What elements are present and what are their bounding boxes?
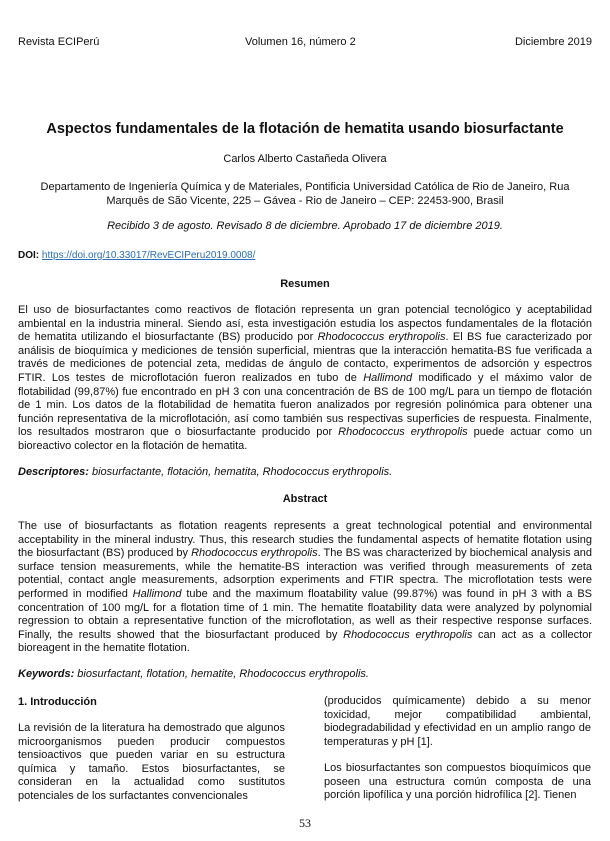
- species-name: Rhodococcus erythropolis: [191, 547, 318, 560]
- resumen-paragraph: El uso de biosurfactantes como reactivos de flotación representa un gran potencial tecnológico y aceptabilidad ambiental en la industria mineral. Siendo así, esta investigación estudia los aspectos fundamentales de la flotación de hematita utilizando el biosurfactante (BS) producido por Rhodococcus erythropolis. El BS fue caracterizado por análisis de bioquímica y mediciones de tensión superficial, mientras que la interacción hematita-BS fue verificada a través de mediciones de potencial zeta, medidas de ángulo de contacto, experimentos de adsorción y espectros FTIR. Los testes de microflotación fueron realizados en tubo de Hallimond modificado y el máximo valor de flotabilidad (99,87%) fue encontrado en pH 3 con una concentración de BS de 100 mg/L para un tiempo de flotación de 1 min. Los datos de la flotabilidad de hematita fueron analizados por regresión polinómica para obtener una función representativa de la microflotación, así como también sus respectivas superficies de respuesta. Finalmente, los resultados mostraron que o biosurfactante producido por Rhodococcus erythropolis puede actuar como un bioreactivo colector en la flotación de hematita.: [18, 304, 592, 452]
- device-name: Hallimond: [132, 587, 182, 600]
- keywords: Keywords: biosurfactant, flotation, hematite, Rhodococcus erythropolis.: [18, 668, 369, 680]
- keywords-label: Keywords:: [18, 668, 75, 680]
- resumen-heading: Resumen: [280, 278, 330, 290]
- intro-right-paragraph-2: Los biosurfactantes son compuestos bioquímicos que poseen una estructura común composta de una porción lipofílica y una porción hidrofílica [2]. Tienen: [324, 762, 591, 802]
- descriptores-label: Descriptores:: [18, 466, 89, 478]
- intro-right-paragraph-1: (producidos químicamente) debido a su menor toxicidad, mejor compatibilidad ambiental, biodegradabilidad y efectividad en un amplio rango de temperaturas y pH [1].: [324, 695, 591, 748]
- author-name: Carlos Alberto Castañeda Olivera: [223, 153, 387, 165]
- paper-title: Aspectos fundamentales de la flotación de hematita usando biosurfactante: [46, 121, 564, 137]
- doi-label: DOI:: [18, 250, 40, 261]
- affiliation-line-2: Marquês de São Vicente, 225 – Gávea - Rio de Janeiro – CEP: 22453-900, Brasil: [106, 195, 504, 207]
- page-number: 53: [299, 816, 311, 830]
- doi-line: [18, 250, 255, 261]
- volume-info: Volumen 16, número 2: [245, 36, 356, 48]
- affiliation: [15, 180, 595, 208]
- submission-dates: Recibido 3 de agosto. Revisado 8 de diciembre. Aprobado 17 de diciembre 2019.: [107, 220, 503, 232]
- descriptores: Descriptores: biosurfactante, flotación, hematita, Rhodococcus erythropolis.: [18, 466, 393, 478]
- doi-link[interactable]: https://doi.org/10.33017/RevECIPeru2019.0008/: [41, 250, 256, 261]
- species-name: Rhodococcus erythropolis: [338, 426, 468, 439]
- affiliation-line-1: Departamento de Ingeniería Química y de Materiales, Pontificia Universidad Católica de Rio de Janeiro, Rua: [40, 181, 570, 193]
- intro-heading: 1. Introducción: [18, 696, 97, 708]
- species-name: Rhodococcus erythropolis: [343, 628, 473, 641]
- species-name: Rhodococcus erythropolis: [317, 331, 446, 344]
- abstract-heading: Abstract: [282, 493, 328, 505]
- device-name: Hallimond: [363, 371, 413, 384]
- issue-date: Diciembre 2019: [514, 36, 592, 48]
- abstract-paragraph: The use of biosurfactants as flotation reagents represents a great technological potential and environmental acceptability in the mineral industry. Thus, this research studies the fundamental aspects of hematite flotation using the biosurfactant (BS) produced by Rhodococcus erythropolis. The BS was characterized by biochemical analysis and surface tension measurements, while the hematite-BS interaction was verified through measurements of zeta potential, contact angle measurements, adsorption experiments and FTIR spectra. The microflotation tests were performed in modified Hallimond tube and the maximum floatability value (99.87%) was found in pH 3 with a BS concentration of 100 mg/L for a flotation time of 1 min. The hematite floatability data were analyzed by polynomial regression to obtain a representative function of the microflotation, as well as their respective response surfaces. Finally, the results showed that the biosurfactant produced by Rhodococcus erythropolis can act as a collector bioreagent in the hematite flotation.: [18, 520, 592, 655]
- journal-name: Revista ECIPerú: [18, 36, 100, 48]
- intro-left-paragraph: La revisión de la literatura ha demostrado que algunos microorganismos pueden producir compuestos tensioactivos que pueden variar en su estructura química y tamaño. Estos biosurfactantes, se consideran en la actualidad como sustitutos potenciales de los surfactantes convencionales: [18, 722, 285, 802]
